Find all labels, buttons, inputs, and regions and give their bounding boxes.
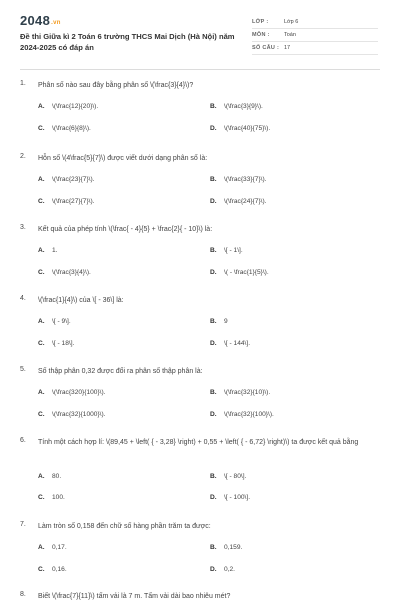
meta-class	[252, 16, 378, 29]
question-text: Phân số nào sau đây bằng phân số \(\frac{3}{4}\)?	[38, 82, 194, 89]
site-logo[interactable]	[20, 13, 61, 28]
question-number: 2.	[20, 153, 26, 160]
question-text: Kết quả của phép tính \(\frac{ - 4}{5} + \frac{2}{ - 10}\) là:	[38, 226, 213, 233]
document-header	[0, 0, 400, 68]
option-a[interactable]: A. 0,17.	[38, 544, 67, 551]
option-c[interactable]: C. 0,16.	[38, 566, 67, 573]
option-b[interactable]: B. \(\frac{3}{9}\).	[210, 103, 263, 110]
option-b[interactable]: B. \[ - 1\].	[210, 247, 243, 254]
option-c[interactable]: C. \(\frac{6}{8}\).	[38, 125, 91, 132]
option-c[interactable]: C. 100.	[38, 494, 65, 501]
option-a[interactable]: A. 1.	[38, 247, 58, 254]
meta-label: LỚP :	[252, 19, 269, 25]
option-a[interactable]: A. \(\frac{23}{7}\).	[38, 176, 95, 183]
logo-text: 2048	[20, 13, 51, 28]
option-c[interactable]: C. \(\frac{27}{7}\).	[38, 198, 95, 205]
meta-value: 17	[284, 45, 291, 51]
option-c[interactable]: C. \(\frac{32}{1000}\).	[38, 411, 106, 418]
option-d[interactable]: D. 0,2.	[210, 566, 235, 573]
meta-value: Lớp 6	[284, 19, 299, 25]
question-number: 8.	[20, 591, 26, 598]
meta-value: Toán	[284, 32, 296, 38]
meta-count	[252, 42, 378, 55]
question-text: Hỗn số \(4\frac{5}{7}\) được viết dưới dạng phân số là:	[38, 155, 208, 162]
option-d[interactable]: D. \(\frac{24}{7}\).	[210, 198, 267, 205]
option-b[interactable]: B. \(\frac{33}{7}\).	[210, 176, 267, 183]
logo-suffix: .vn	[51, 20, 61, 26]
header-divider	[20, 69, 380, 70]
meta-subject	[252, 29, 378, 42]
option-c[interactable]: C. \[ - 18\].	[38, 340, 75, 347]
question-number: 7.	[20, 521, 26, 528]
question-number: 4.	[20, 295, 26, 302]
option-a[interactable]: A. \[ - 9\].	[38, 318, 71, 325]
option-b[interactable]: B. 9	[210, 318, 228, 325]
option-d[interactable]: D. \[ - 144\].	[210, 340, 251, 347]
question-number: 5.	[20, 366, 26, 373]
question-number: 1.	[20, 80, 26, 87]
option-a[interactable]: A. 80.	[38, 473, 62, 480]
option-b[interactable]: B. \(\frac{32}{10}\).	[210, 389, 271, 396]
option-a[interactable]: A. \(\frac{320}{100}\).	[38, 389, 106, 396]
meta-label: MÔN :	[252, 32, 270, 38]
question-text: Làm tròn số 0,158 đến chữ số hàng phần trăm ta được:	[38, 523, 211, 530]
question-number: 3.	[20, 224, 26, 231]
option-d[interactable]: D. \(\frac{40}{75}\).	[210, 125, 271, 132]
option-d[interactable]: D. \[ - 100\].	[210, 494, 251, 501]
option-b[interactable]: B. 0,159.	[210, 544, 243, 551]
option-b[interactable]: B. \[ - 80\].	[210, 473, 247, 480]
option-a[interactable]: A. \(\frac{12}{20}\).	[38, 103, 99, 110]
question-text: Tính một cách hợp lí: \(89,45 + \left( { - 3,28} \right) + 0,55 + \left( { - 6,72} \right)\) ta được kết quả bằng	[38, 439, 359, 446]
question-text: Biết \(\frac{7}{11}\) tấm vải là 7 m. Tấm vải dài bao nhiêu mét?	[38, 593, 231, 600]
question-text: Số thập phân 0,32 được đổi ra phân số thập phân là:	[38, 368, 203, 375]
question-number: 6.	[20, 437, 26, 444]
exam-title: Đề thi Giữa kì 2 Toán 6 trường THCS Mai Dịch (Hà Nội) năm 2024-2025 có đáp án	[20, 32, 235, 52]
option-c[interactable]: C. \(\frac{3}{4}\).	[38, 269, 91, 276]
meta-label: SỐ CÂU :	[252, 45, 280, 51]
option-d[interactable]: D. \( - \frac{1}{5}\).	[210, 269, 269, 276]
question-text: \(\frac{1}{4}\) của \[ - 36\] là:	[38, 297, 124, 304]
option-d[interactable]: D. \(\frac{32}{100}\).	[210, 411, 274, 418]
